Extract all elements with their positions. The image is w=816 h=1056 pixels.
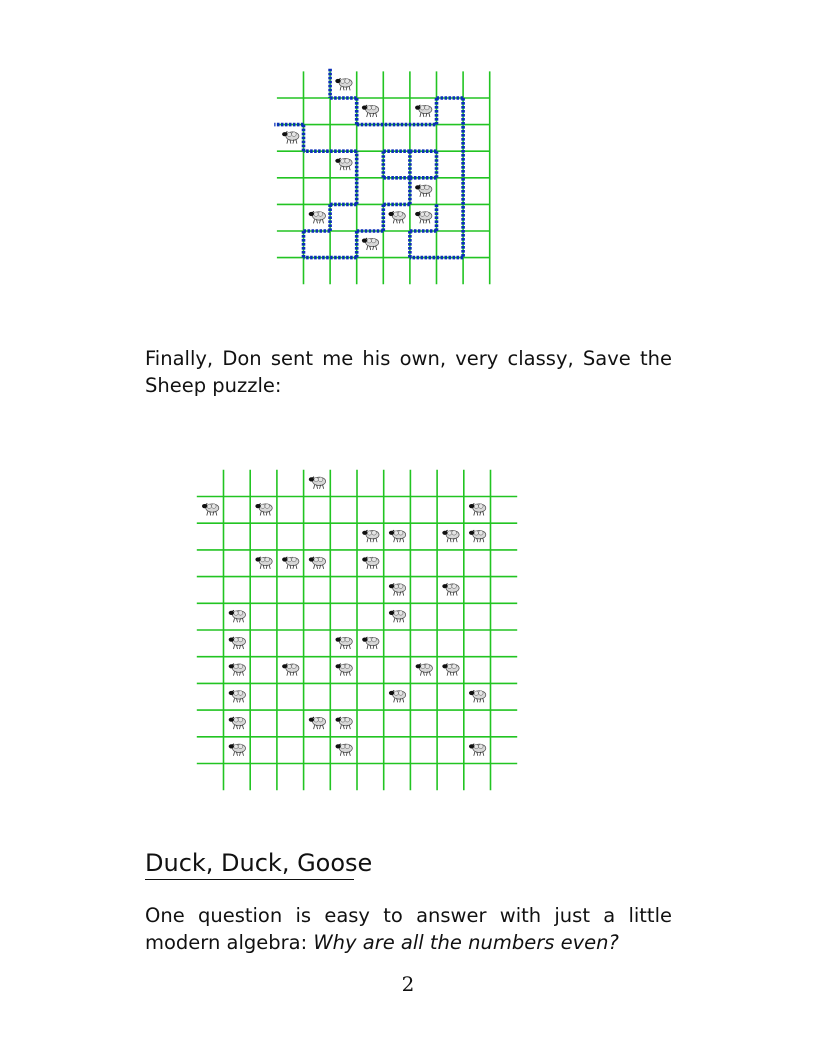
fence-path — [274, 69, 463, 258]
paragraph-italic-question: Why are all the numbers even? — [313, 931, 619, 954]
sheep-icon — [229, 744, 246, 756]
sheep-icon — [336, 744, 353, 756]
sheep-icon — [362, 637, 379, 649]
sheep-icon — [469, 744, 486, 756]
sheep-icon — [469, 530, 486, 542]
sheep-icon — [229, 637, 246, 649]
sheep-icon — [415, 105, 432, 117]
sheep-icon — [282, 557, 299, 569]
sheep-icon — [442, 530, 459, 542]
sheep-icon — [442, 584, 459, 596]
page-number: 2 — [401, 972, 415, 996]
sheep-icon — [389, 584, 406, 596]
section-heading: Duck, Duck, Goose — [145, 849, 373, 877]
sheep-icon — [362, 530, 379, 542]
sheep-icon — [282, 664, 299, 676]
sheep-icon — [229, 610, 246, 622]
sheep-icon — [389, 610, 406, 622]
sheep-icon — [362, 105, 379, 117]
sheep-icon — [229, 717, 246, 729]
sheep-icon — [309, 477, 326, 489]
heading-underline — [145, 879, 354, 880]
sheep-icon — [362, 238, 379, 250]
sheep-icon — [336, 664, 353, 676]
sheep-icon — [389, 690, 406, 702]
paragraph-don-puzzle-intro: Finally, Don sent me his own, very classy, Save the Sheep puzzle: — [145, 347, 672, 397]
sheep-icon — [309, 717, 326, 729]
sheep-icon — [282, 132, 299, 144]
sheep-icon — [202, 504, 219, 516]
sheep-icon — [336, 717, 353, 729]
paragraph-duck-question — [145, 902, 672, 956]
sheep-icon — [362, 557, 379, 569]
sheep-icon — [415, 185, 432, 197]
sheep-icon — [229, 664, 246, 676]
sheep-puzzle-solution-figure — [270, 66, 500, 290]
sheep-icon — [255, 557, 272, 569]
sheep-icon — [469, 690, 486, 702]
sheep-icon — [229, 690, 246, 702]
sheep-icon — [415, 211, 432, 223]
sheep-icon — [335, 78, 352, 90]
sheep-icon — [389, 530, 406, 542]
sheep-icon — [336, 637, 353, 649]
sheep-icon — [309, 557, 326, 569]
don-sheep-puzzle-figure — [190, 464, 525, 796]
sheep-icon — [469, 504, 486, 516]
sheep-icon — [442, 664, 459, 676]
sheep-icon — [309, 211, 326, 223]
sheep-icon — [389, 211, 406, 223]
sheep-icon — [335, 158, 352, 170]
sheep-icon — [255, 504, 272, 516]
paragraph-text: One question is easy to answer with just a little modern algebra: — [145, 904, 672, 954]
sheep-icon — [416, 664, 433, 676]
